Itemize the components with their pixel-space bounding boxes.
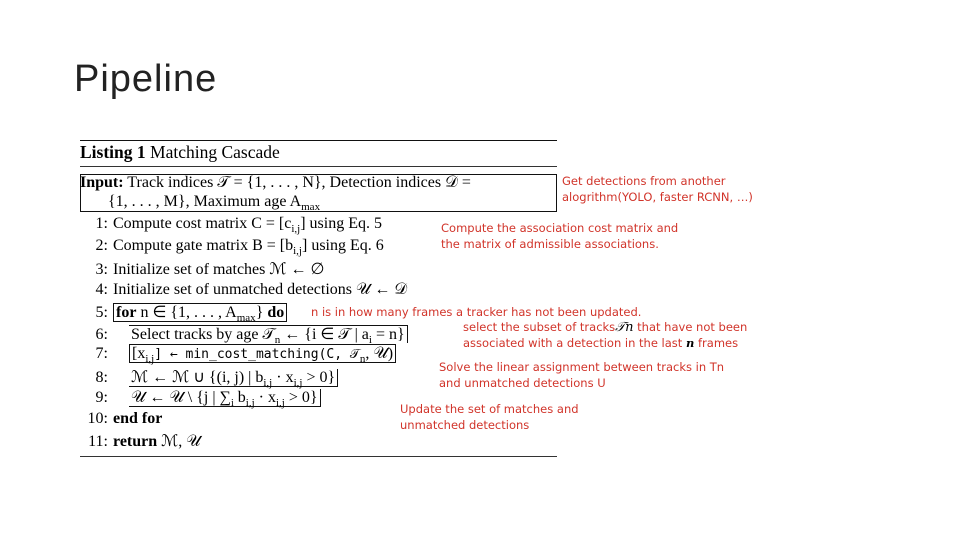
for-loop-box — [113, 303, 287, 325]
listing-line-5 — [80, 302, 287, 324]
matching-box — [129, 344, 396, 366]
annotation-line: Compute the association cost matrix and — [441, 221, 679, 235]
listing-line-9 — [80, 389, 321, 409]
listing-heading — [80, 142, 280, 163]
line-tail: ] using Eq. 5 — [300, 215, 382, 232]
line-number: 1: — [95, 215, 108, 232]
line-sub: n — [359, 353, 366, 366]
annotation-line: and unmatched detections U — [439, 375, 606, 390]
listing-number: Listing 1 — [80, 142, 146, 162]
line-sub: i,j — [245, 397, 255, 410]
line-sub: i,j — [263, 377, 273, 390]
listing-name: Matching Cascade — [150, 142, 280, 162]
annotation-line: alogrithm(YOLO, faster RCNN, …) — [562, 189, 753, 204]
listing-line-2 — [80, 237, 384, 257]
line-number: 6: — [95, 326, 108, 343]
annotation-text: associated with a detection in the last — [463, 335, 683, 350]
annotation-line: the matrix of admissible associations. — [441, 236, 659, 251]
annotation-text: that have not been — [637, 320, 748, 334]
line-tail: b — [233, 389, 246, 406]
listing-line-1 — [80, 215, 382, 235]
annotation-line: n is in how many frames a tracker has not been updated. — [311, 305, 642, 319]
line-text: Compute cost matrix C = [c — [113, 215, 292, 232]
line-text: Initialize set of unmatched detections 𝒰 ← 𝒟 — [113, 281, 408, 298]
top-rule — [80, 140, 557, 141]
input-line-2 — [108, 193, 320, 213]
line-number: 10: — [87, 410, 108, 427]
line-tail: · x — [254, 389, 276, 406]
input-label: Input: — [80, 174, 124, 191]
annotation-line: Update the set of matches and — [400, 402, 579, 416]
keyword-do: do — [267, 304, 285, 321]
listing-line-6 — [80, 324, 408, 346]
line-number: 4: — [95, 281, 108, 298]
slide-title: Pipeline — [74, 58, 218, 100]
keyword-end-for: end for — [113, 410, 163, 427]
line-number: 9: — [95, 389, 108, 406]
listing-line-4 — [80, 281, 407, 299]
annotation-text: select the subset of tracks — [463, 320, 616, 334]
bottom-rule — [80, 456, 557, 457]
unmatched-update-box — [129, 389, 321, 410]
line-tail: } — [255, 304, 264, 321]
line-sub: i,j — [293, 377, 303, 390]
annotation-line: Get detections from another — [562, 174, 726, 188]
line-sub: i,j — [145, 353, 155, 366]
line-number: 8: — [95, 369, 108, 386]
annotation-select-tracks — [463, 320, 747, 351]
line-tail: , 𝒰) — [365, 345, 394, 362]
input-text-1: Track indices 𝒯 = {1, . . . , N}, Detection indices 𝒟 = — [127, 174, 471, 191]
line-number: 2: — [95, 237, 108, 254]
keyword-for: for — [116, 304, 137, 321]
annotation-line — [463, 336, 747, 352]
line-sub: max — [236, 312, 256, 325]
annotation-line: unmatched detections — [400, 417, 530, 432]
line-sub: i,j — [291, 223, 301, 236]
line-number: 5: — [95, 304, 108, 321]
annotation-age — [311, 305, 641, 321]
annotation-update-matches — [400, 402, 579, 433]
line-tail: ← {i ∈ 𝒯 | a — [280, 326, 369, 343]
match-update-box — [129, 369, 338, 390]
annotation-assignment — [439, 360, 724, 391]
line-sub: i,j — [293, 245, 302, 258]
listing-line-7 — [80, 345, 396, 365]
line-number: 11: — [88, 433, 108, 450]
listing-line-8 — [80, 367, 338, 389]
select-box — [129, 325, 408, 347]
line-tail: > 0} — [284, 389, 318, 406]
line-text: [x — [132, 345, 146, 362]
line-tail: = n} — [371, 326, 405, 343]
keyword-return: return — [113, 433, 158, 450]
line-tail: · x — [272, 369, 294, 386]
line-number: 7: — [95, 345, 108, 362]
line-text: ℳ ← ℳ ∪ {(i, j) | b — [131, 369, 264, 386]
annotation-line: Solve the linear assignment between tracks in Tn — [439, 360, 725, 374]
line-text: ℳ, 𝒰 — [157, 433, 201, 450]
annotation-line — [463, 320, 747, 336]
listing-line-3 — [80, 259, 324, 279]
line-text: Select tracks by age 𝒯 — [131, 326, 275, 343]
listing-line-10 — [80, 410, 162, 428]
line-sub: n — [274, 334, 281, 347]
input-line-1 — [80, 174, 471, 192]
line-tail: ] using Eq. 6 — [301, 237, 384, 254]
line-sub: i — [230, 398, 234, 410]
line-text: Compute gate matrix B = [b — [113, 237, 294, 254]
input-text-2: {1, . . . , M}, Maximum age A — [108, 193, 302, 210]
line-text: Initialize set of matches ℳ ← ∅ — [113, 261, 325, 278]
line-sub: i,j — [275, 397, 285, 410]
annotation-text: frames — [698, 335, 739, 350]
line-number: 3: — [95, 261, 108, 278]
line-text: n ∈ {1, . . . , A — [136, 304, 237, 321]
amax-sub: max — [301, 201, 321, 214]
heading-rule — [80, 166, 557, 167]
annotation-cost-matrix — [441, 221, 678, 252]
listing-line-11 — [80, 431, 201, 451]
line-sub: i — [368, 334, 372, 347]
line-tail: > 0} — [302, 369, 336, 386]
line-tail: ] ← min_cost_matching(C, 𝒯 — [154, 347, 360, 362]
tracks-symbol: 𝒯n — [615, 320, 634, 335]
n-symbol: n — [685, 335, 695, 350]
annotation-detections — [562, 174, 753, 205]
line-text: 𝒰 ← 𝒰 \ {j | ∑ — [131, 389, 231, 406]
